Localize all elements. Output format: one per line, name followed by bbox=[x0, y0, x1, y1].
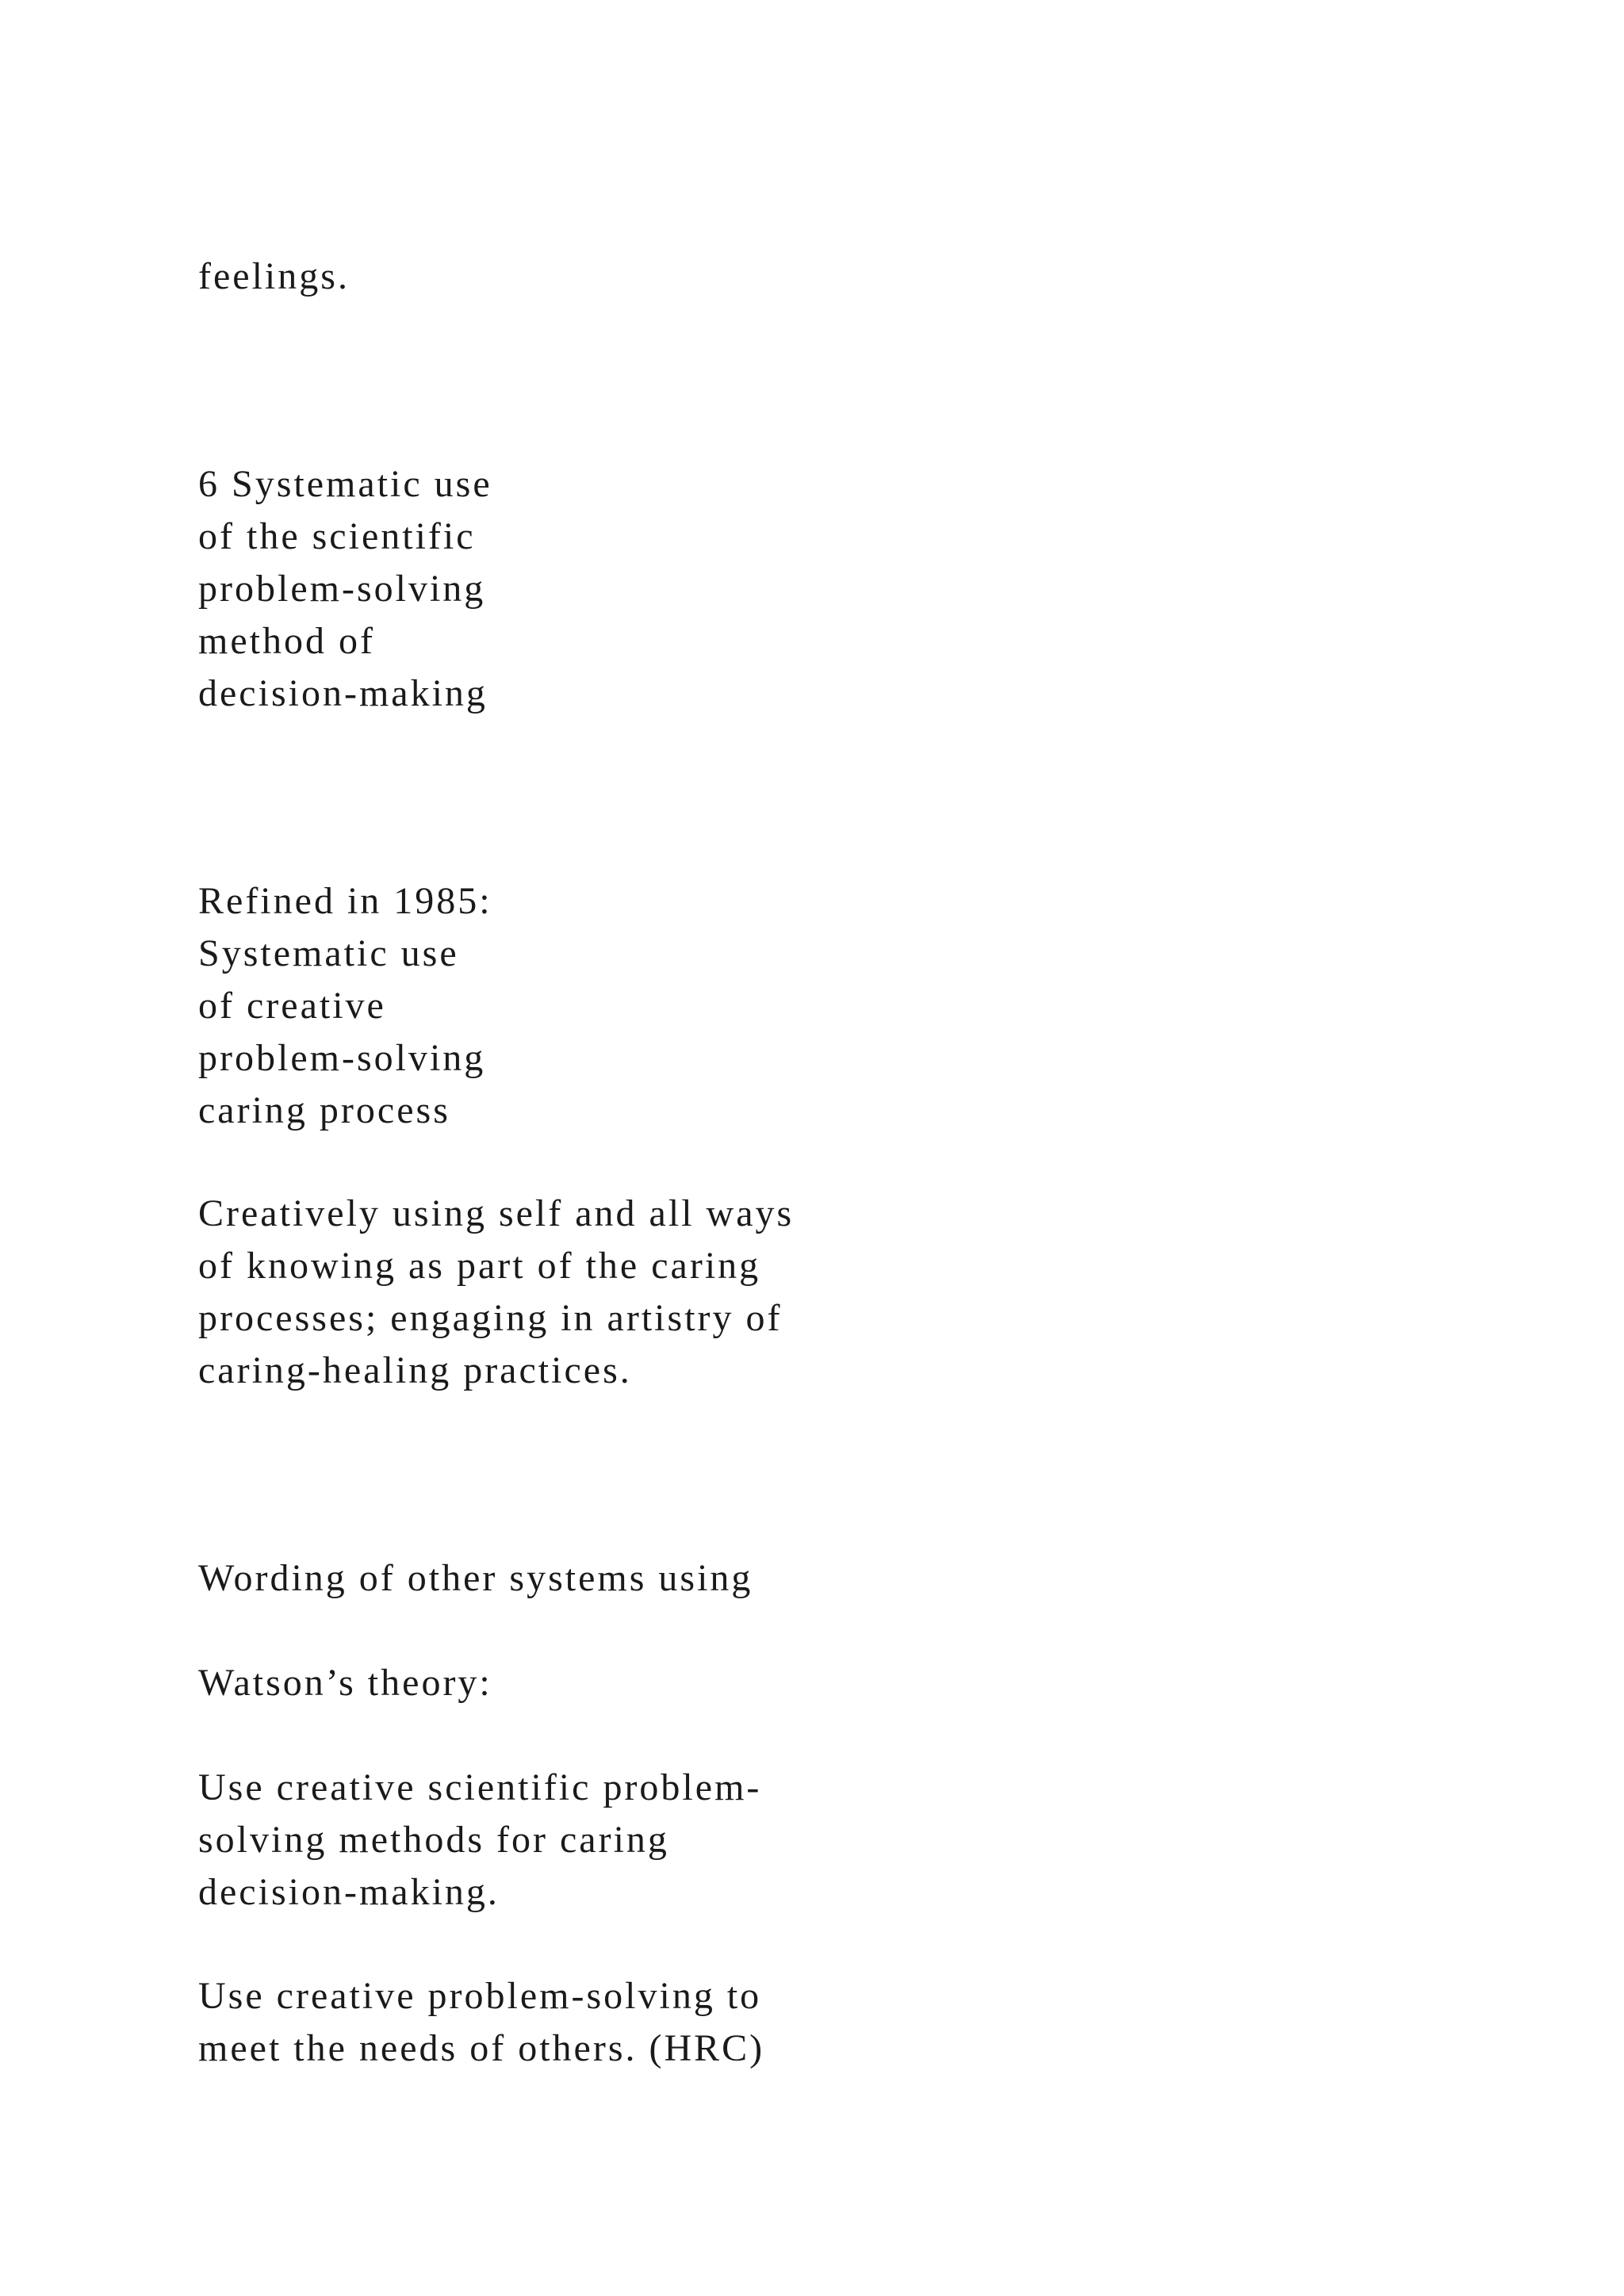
text-line: Wording of other systems using bbox=[198, 1557, 753, 1599]
text-line: problem-solving bbox=[198, 568, 486, 610]
text-line: decision-making. bbox=[198, 1871, 500, 1913]
text-line: meet the needs of others. (HRC) bbox=[198, 2027, 765, 2069]
text-line: problem-solving bbox=[198, 1037, 486, 1079]
text-line: Watson’s theory: bbox=[198, 1662, 492, 1704]
text-line: of knowing as part of the caring bbox=[198, 1245, 761, 1287]
text-line: decision-making bbox=[198, 672, 488, 714]
text-line: processes; engaging in artistry of bbox=[198, 1297, 783, 1339]
text-line: Use creative scientific problem- bbox=[198, 1766, 762, 1808]
text-line: of creative bbox=[198, 985, 386, 1027]
text-line: of the scientific bbox=[198, 515, 476, 557]
paragraph-refined-1985 bbox=[198, 875, 492, 1137]
text-line: caring-healing practices. bbox=[198, 1349, 632, 1391]
text-line: method of bbox=[198, 620, 375, 662]
text-line: caring process bbox=[198, 1089, 450, 1131]
paragraph-creative-problem-solving-hrc bbox=[198, 1970, 764, 2075]
text-line: Creatively using self and all ways bbox=[198, 1192, 795, 1234]
paragraph-creative-scientific-problem-solving bbox=[198, 1762, 761, 1919]
text-line: Systematic use bbox=[198, 932, 459, 974]
text-line: Use creative problem-solving to bbox=[198, 1975, 762, 2017]
text-line: solving methods for caring bbox=[198, 1819, 669, 1861]
paragraph-creatively-using-self bbox=[198, 1188, 794, 1397]
text-line: feelings. bbox=[198, 255, 350, 297]
paragraph-watsons-theory bbox=[198, 1657, 492, 1709]
paragraph-wording-other-systems bbox=[198, 1552, 753, 1605]
paragraph-item-6-original bbox=[198, 458, 492, 720]
text-line: Refined in 1985: bbox=[198, 880, 492, 922]
text-line: 6 Systematic use bbox=[198, 463, 492, 505]
paragraph-feelings bbox=[198, 251, 350, 303]
